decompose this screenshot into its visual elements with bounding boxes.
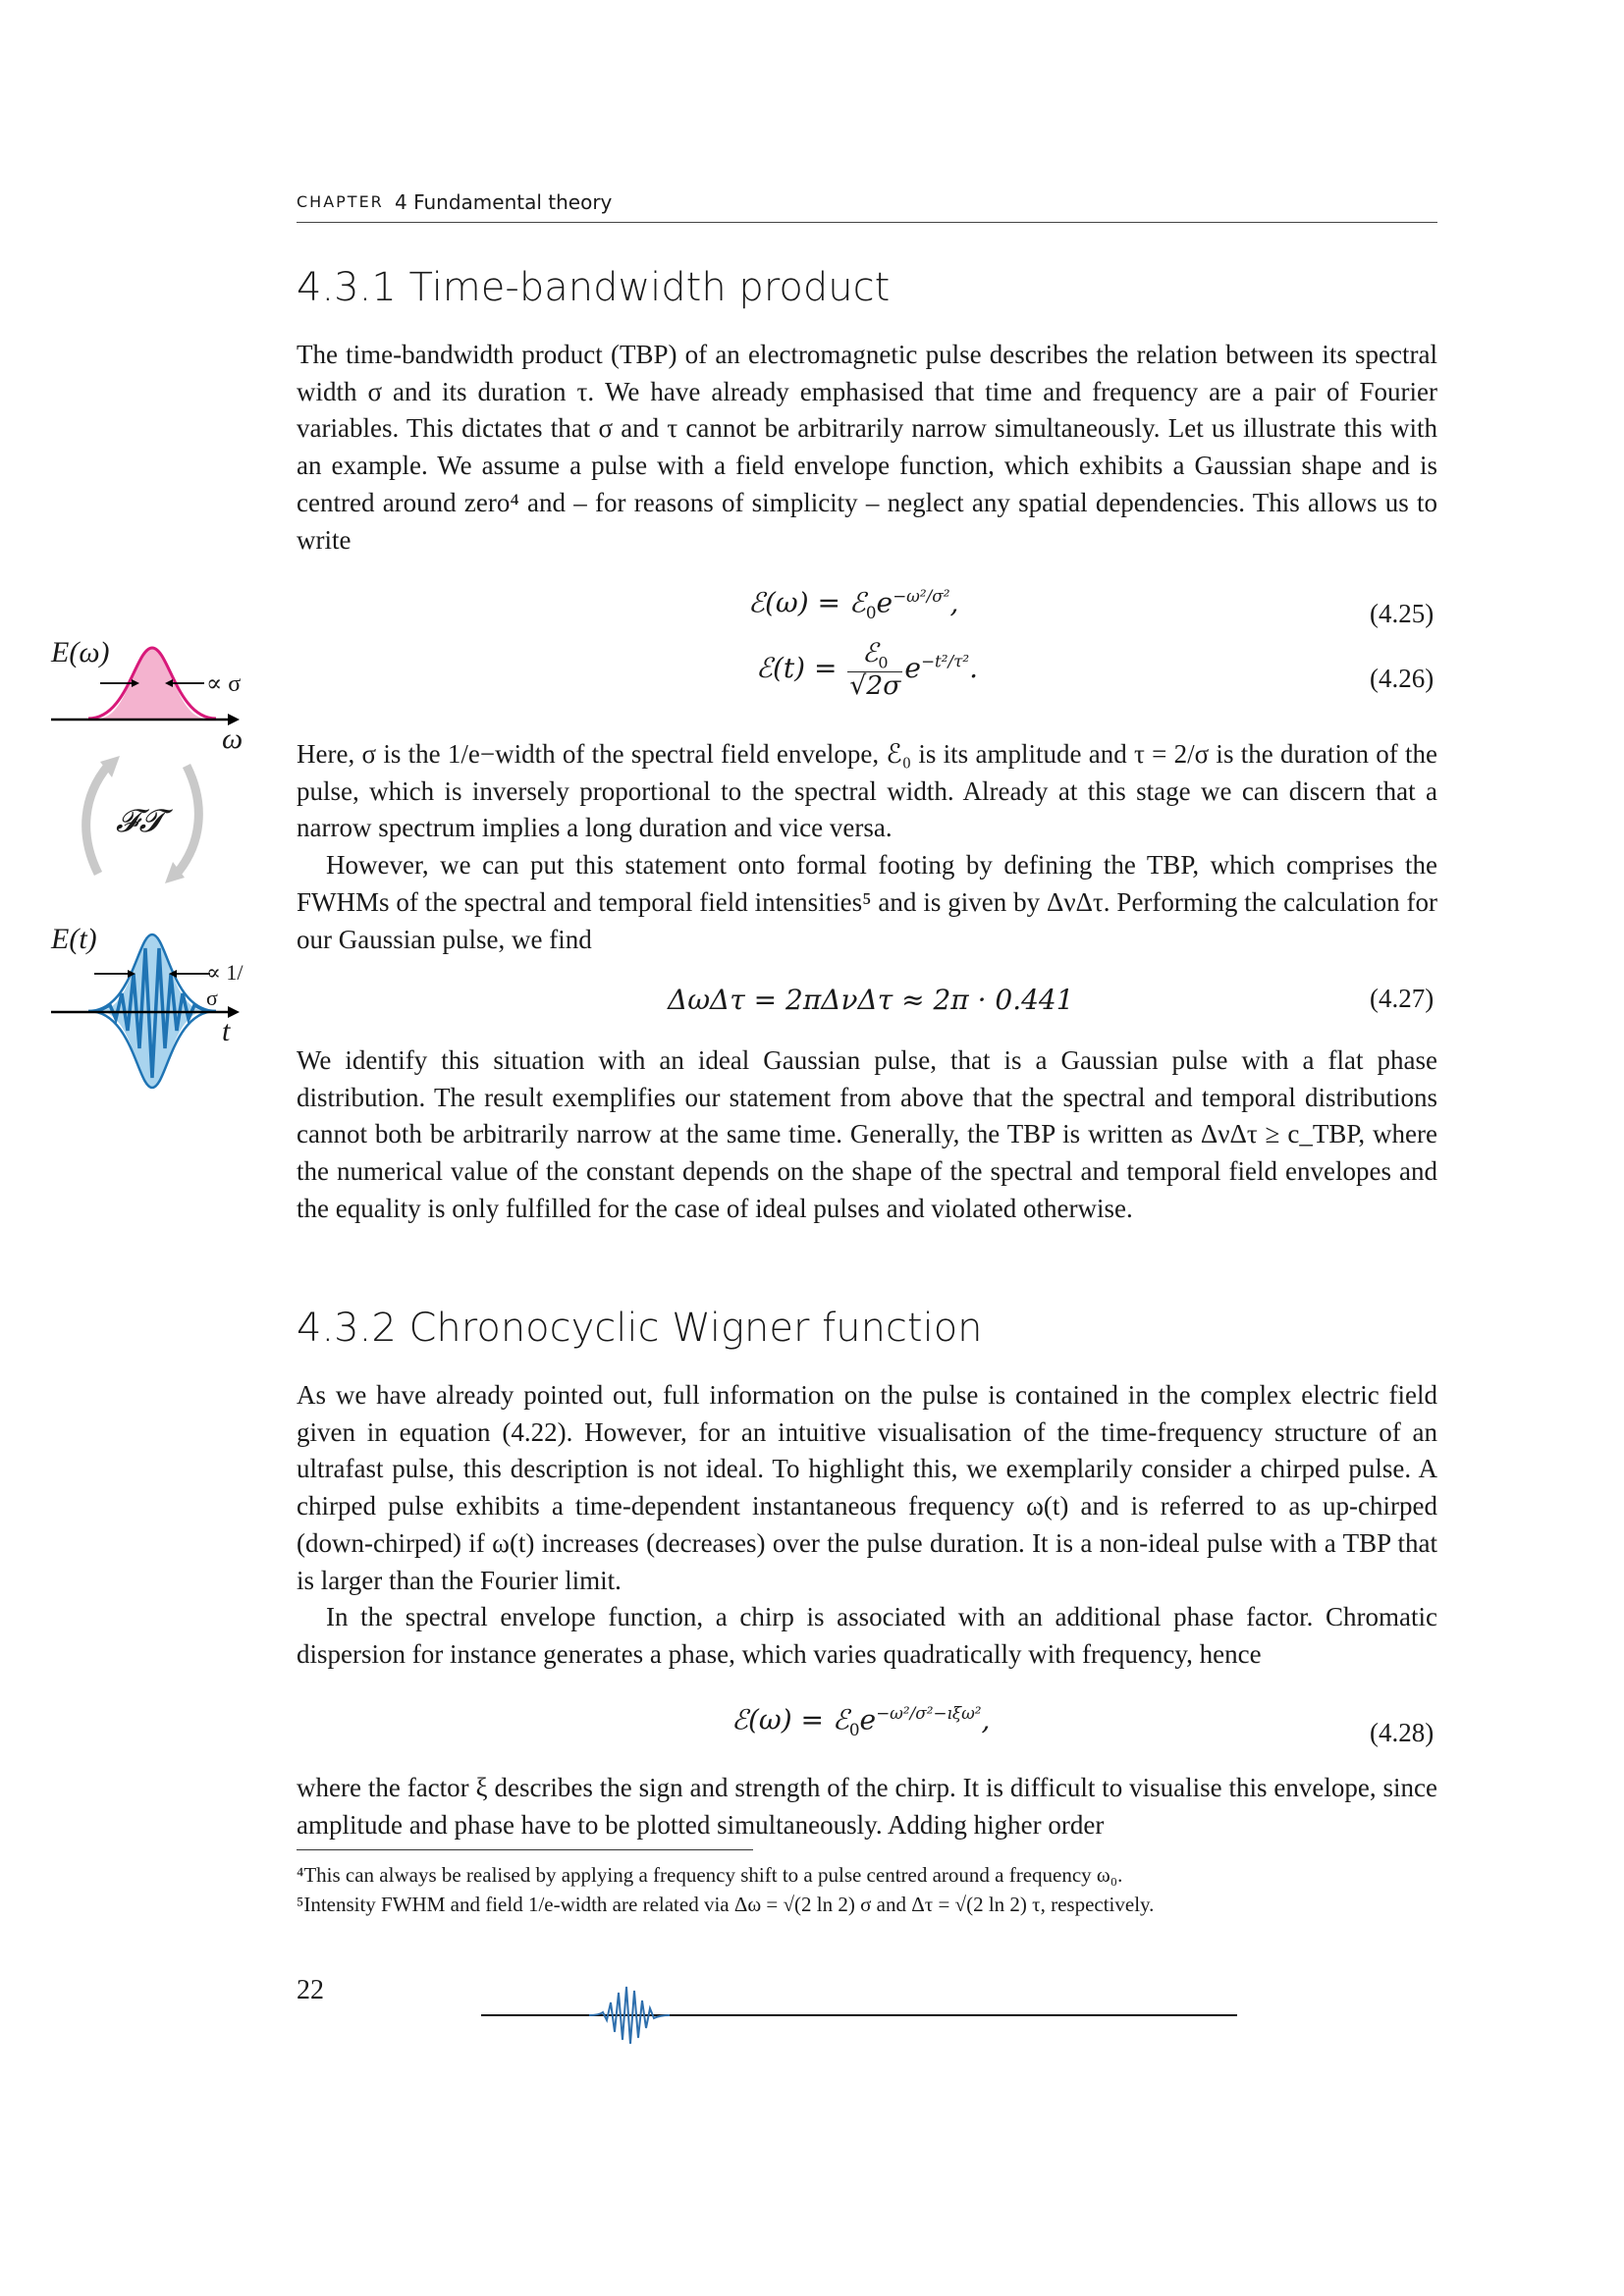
- paragraph-sigma-definition: [297, 736, 1437, 958]
- paragraph-text: However, we can put this statement onto formal footing by defining the TBP, which comprises the FWHMs of the spectral and temporal field intensities⁵ and is given by ΔνΔτ. Performing the calculation for our Gaussian pulse, we find: [297, 850, 1437, 954]
- header-chapter-label: CHAPTER: [297, 192, 384, 211]
- equation-4-27: ΔωΔτ = 2πΔνΔτ ≈ 2π · 0.441: [668, 984, 1074, 1016]
- paragraph-chirp-factor: [297, 1770, 1437, 1843]
- ft-arrow-down: [177, 766, 198, 874]
- header-chapter-title: 4 Fundamental theory: [395, 190, 613, 214]
- paragraph-text: As we have already pointed out, full information on the pulse is contained in the complex electric field given in equation (4.22). However, for an intuitive visualisation of the time-frequency structure of an ultrafast pulse, this description is not ideal. To highlight this, we exemplarily consider a chirped pulse. A chirped pulse exhibits a time-dependent instantaneous frequency ω(t) and is referred to as up-chirped (down-chirped) if ω(t) increases (decreases) over the pulse duration. It is a non-ideal pulse with a TBP that is larger than the Fourier limit.: [297, 1380, 1437, 1595]
- pulse-label: E(t): [51, 923, 97, 955]
- section-heading-4-3-1: 4.3.1 Time-bandwidth product: [297, 265, 891, 310]
- ft-arrow-up: [86, 766, 108, 874]
- running-header: [297, 192, 1437, 223]
- paragraph-text: Here, σ is the 1/e−width of the spectral field envelope, ℰ₀ is its amplitude and τ = 2/σ is the duration of the pulse, which is inversely proportional to the spectral width. Already at this stage we can discern that a narrow spectrum implies a long duration and vice versa.: [297, 739, 1437, 843]
- paragraph-tbp-intro: [297, 337, 1437, 559]
- footnote-5: ⁵Intensity FWHM and field 1/e-width are related via Δω = √(2 ln 2) σ and Δτ = √(2 ln 2) τ, respectively.: [297, 1893, 1155, 1916]
- margin-figure-fourier: [29, 628, 245, 1099]
- footnote-rule: [297, 1849, 753, 1850]
- paragraph-text: We identify this situation with an ideal Gaussian pulse, that is a Gaussian pulse with a flat phase distribution. The result exemplifies our statement from above that the spectral and temporal distributions cannot both be arbitrarily narrow at the same time. Generally, the TBP is written as ΔνΔτ ≥ c_TBP, where the numerical value of the constant depends on the shape of the spectral and temporal field envelopes and the equality is only fulfilled for the case of ideal pulses and violated otherwise.: [297, 1045, 1437, 1223]
- equation-number-4-25: (4.25): [1370, 599, 1435, 628]
- page-number: 22: [297, 1975, 324, 2005]
- paragraph-wigner-intro: [297, 1377, 1437, 1674]
- paragraph-text: The time-bandwidth product (TBP) of an electromagnetic pulse describes the relation between its spectral width σ and its duration τ. We have already emphasised that time and frequency are a pair of Fourier variables. This dictates that σ and τ cannot be arbitrarily narrow simultaneously. Let us illustrate this with an example. We assume a pulse with a field envelope function, which exhibits a Gaussian shape and is centred around zero⁴ and – for reasons of simplicity – neglect any spatial dependencies. This allows us to write: [297, 340, 1437, 555]
- footnote-4: ⁴This can always be realised by applying a frequency shift to a pulse centred around a frequency ω₀.: [297, 1863, 1123, 1887]
- equation-number-4-27: (4.27): [1370, 984, 1435, 1013]
- spectrum-width-label: ∝ σ: [206, 671, 242, 697]
- pulse-axis-label: t: [222, 1015, 231, 1047]
- paragraph-text: In the spectral envelope function, a chirp is associated with an additional phase factor. Chromatic dispersion for instance generates a phase, which varies quadratically with frequency, hence: [297, 1602, 1437, 1669]
- paragraph-ideal-pulse: [297, 1042, 1437, 1228]
- paragraph-text: where the factor ξ describes the sign and strength of the chirp. It is difficult to visualise this envelope, since amplitude and phase have to be plotted simultaneously. Adding higher order: [297, 1773, 1437, 1840]
- fourier-transform-diagram: [29, 628, 245, 1099]
- fourier-transform-label: 𝓕𝓣: [116, 803, 164, 838]
- footer-wave-logo: [481, 1973, 1237, 2052]
- pulse-width-label: ∝ 1/σ: [206, 960, 244, 1010]
- equation-number-4-26: (4.26): [1370, 664, 1435, 693]
- equation-4-25: ℰ(ω) = $ℰ_0e^{-\omega^2/\sigma^2}$,: [748, 586, 959, 622]
- equation-4-28: ℰ(ω) = $ℰ_0e^{-\omega^2/\sigma^2-ı\xi\omega^2}$,: [731, 1703, 991, 1739]
- equation-number-4-28: (4.28): [1370, 1718, 1435, 1747]
- equation-4-26: ℰ(t) = $\frac{ℰ_0}{√2\sigma}$ $e^{-t^2/\tau^2}$.: [756, 638, 979, 702]
- spectrum-axis-label: ω: [222, 722, 244, 755]
- section-heading-4-3-2: 4.3.2 Chronocyclic Wigner function: [297, 1306, 983, 1351]
- spectrum-label: E(ω): [51, 636, 110, 668]
